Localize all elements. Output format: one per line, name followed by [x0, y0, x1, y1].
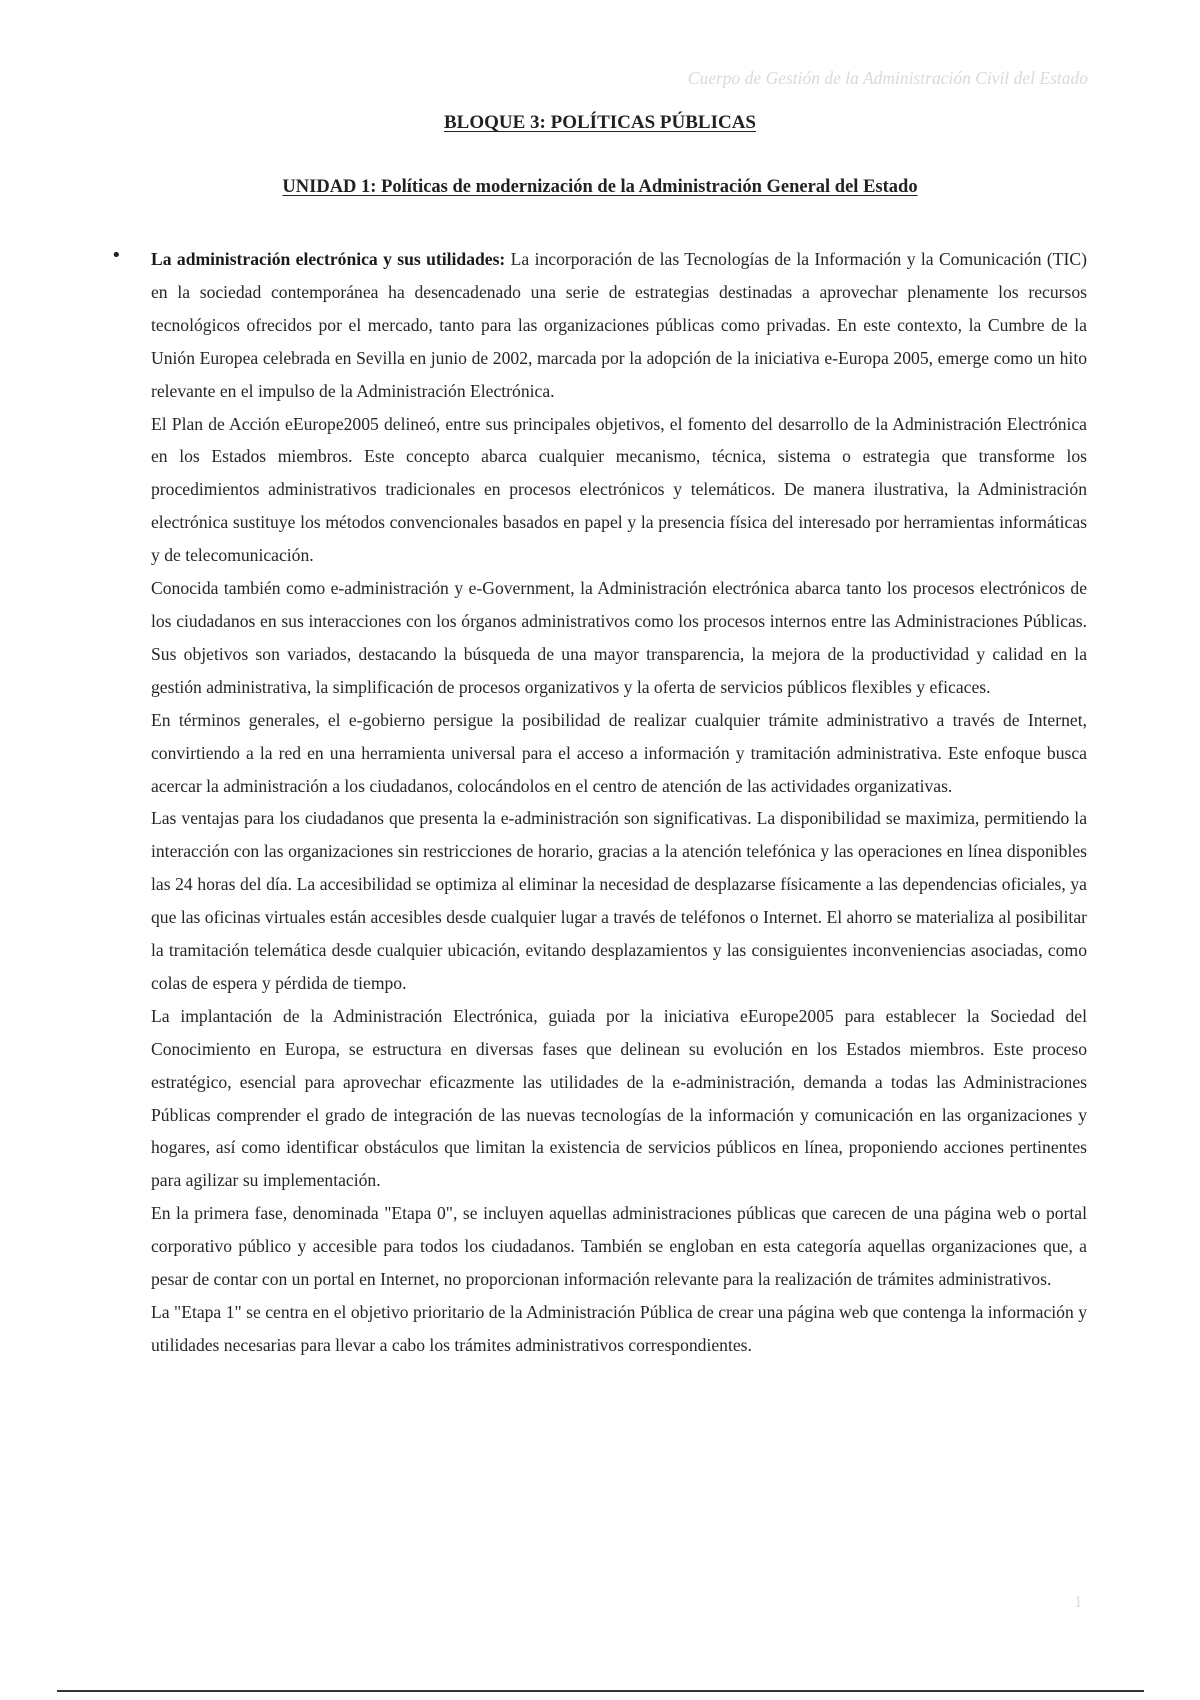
paragraph-7: En la primera fase, denominada "Etapa 0", se incluyen aquellas administraciones públicas que carecen de una página web o portal corporativo público y accesible para todos los ciudadanos. También se engloban en esta categoría aquellas organizaciones que, a pesar de contar con un portal en Internet, no proporcionan información relevante para la realización de trámites administrativos. — [151, 1203, 1087, 1290]
block-title: BLOQUE 3: POLÍTICAS PÚBLICAS — [444, 112, 756, 133]
paragraph-1 — [151, 243, 1087, 408]
paragraph-6: La implantación de la Administración Electrónica, guiada por la iniciativa eEurope2005 para establecer la Sociedad del Conocimiento en Europa, se estructura en diversas fases que delinean su evolución en los Estados miembros. Este proceso estratégico, esencial para aprovechar eficazmente las utilidades de la e-administración, demanda a todas las Administraciones Públicas comprender el grado de integración de las nuevas tecnologías de la información y comunicación en las organizaciones y hogares, así como identificar obstáculos que limitan la existencia de servicios públicos en línea, proponiendo acciones pertinentes para agilizar su implementación. — [151, 1005, 1087, 1191]
paragraph-3: Conocida también como e-administración y e-Government, la Administración electrónica abarca tanto los procesos electrónicos de los ciudadanos en sus interacciones con los órganos administrativos como los procesos internos entre las Administraciones Públicas. Sus objetivos son variados, destacando la búsqueda de una mayor transparencia, la mejora de la productividad y calidad en la gestión administrativa, la simplificación de procesos organizativos y la oferta de servicios públicos flexibles y eficaces. — [151, 578, 1087, 697]
section-lead-in: La administración electrónica y sus utilidades: — [151, 249, 506, 269]
paragraph-5: Las ventajas para los ciudadanos que presenta la e-administración son significativas. La disponibilidad se maximiza, permitiendo la interacción con las organizaciones sin restricciones de horario, gracias a la atención telefónica y las operaciones en línea disponibles las 24 horas del día. La accesibilidad se optimiza al eliminar la necesidad de desplazarse físicamente a las dependencias oficiales, ya que las oficinas virtuales están accesibles desde cualquier lugar a través de teléfonos o Internet. El ahorro se materializa al posibilitar la tramitación telemática desde cualquier ubicación, evitando desplazamientos y las consiguientes inconveniencias asociadas, como colas de espera y pérdida de tiempo. — [151, 808, 1087, 993]
footer-divider — [57, 1690, 1144, 1692]
running-header: Cuerpo de Gestión de la Administración Civil del Estado — [687, 68, 1088, 88]
paragraph-8: La "Etapa 1" se centra en el objetivo prioritario de la Administración Pública de crear una página web que contenga la información y utilidades necesarias para llevar a cabo los trámites administrativos correspondientes. — [151, 1302, 1087, 1355]
bullet-marker: • — [111, 245, 122, 266]
unit-title: UNIDAD 1: Políticas de modernización de la Administración General del Estado — [282, 177, 918, 197]
paragraph-4: En términos generales, el e-gobierno persigue la posibilidad de realizar cualquier trámite administrativo a través de Internet, convirtiendo a la red en una herramienta universal para el acceso a información y tramitación administrativa. Este enfoque busca acercar la administración a los ciudadanos, colocándolos en el centro de atención de las actividades organizativas. — [151, 709, 1087, 796]
page-number: 1 — [1074, 1592, 1083, 1611]
paragraph-2: El Plan de Acción eEurope2005 delineó, entre sus principales objetivos, el fomento del desarrollo de la Administración Electrónica en los Estados miembros. Este concepto abarca cualquier mecanismo, técnica, sistema o estrategia que transforme los procedimientos administrativos tradicionales en procesos electrónicos y telemáticos. De manera ilustrativa, la Administración electrónica sustituye los métodos convencionales basados en papel y la presencia física del interesado por herramientas informáticas y de telecomunicación. — [151, 413, 1087, 566]
section-body — [151, 243, 1087, 1362]
paragraph-1-text: La incorporación de las Tecnologías de la Información y la Comunicación (TIC) en la sociedad contemporánea ha desencadenado una serie de estrategias destinadas a aprovechar plenamente los recursos tecnológicos ofrecidos por el mercado, tanto para las organizaciones públicas como privadas. En este contexto, la Cumbre de la Unión Europea celebrada en Sevilla en junio de 2002, marcada por la adopción de la iniciativa e-Europa 2005, emerge como un hito relevante en el impulso de la Administración Electrónica. — [151, 249, 1087, 401]
